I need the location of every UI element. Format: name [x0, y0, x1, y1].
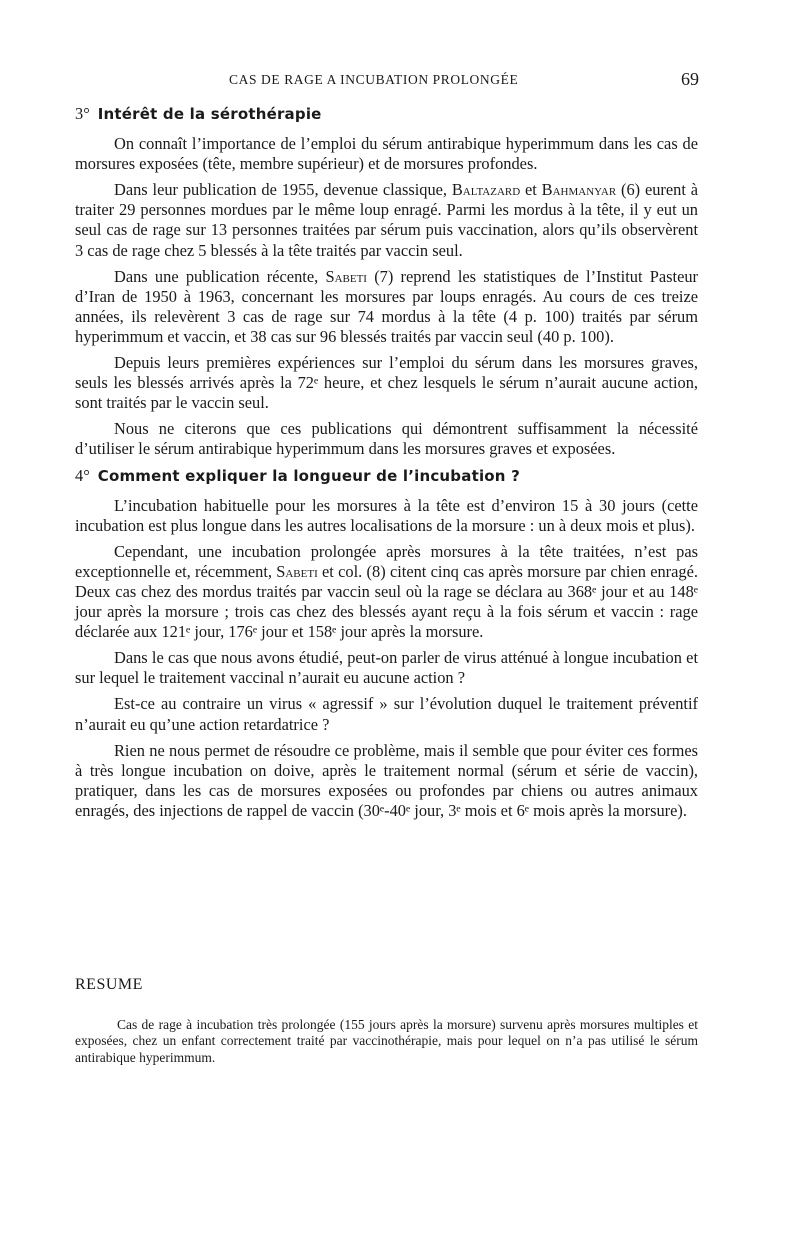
section-4-number: 4°: [75, 465, 90, 485]
paragraph-text: (6) eurent à traiter 29 personnes mordues par le même loup enragé. Parmi les mordus à la tête, il y eut un seul cas de rage sur 13 personnes traitées par sérum puis vaccination, alors qu’ils observèrent 3 cas de rage chez 5 blessés à la tête traités par vaccin seul.: [75, 180, 698, 260]
resume-text: Cas de rage à incubation très prolongée (155 jours après la morsure) survenu après morsures multiples et exposées, chez un enfant correctement traité par vaccinothérapie, mais pour lequel on n’a pas utilisé le sérum antirabique hyperimmum.: [75, 1017, 698, 1065]
section-4-paragraph-5: Rien ne nous permet de résoudre ce problème, mais il semble que pour éviter ces formes à très longue incubation on doive, après le traitement normal (sérum et série de vaccin), pratiquer, dans les cas de morsures exposées ou profondes par chiens ou autres animaux enragés, des injections de rappel de vaccin (30ᵉ-40ᵉ jour, 3ᵉ mois et 6ᵉ mois après la morsure).: [75, 740, 698, 820]
section-3-number: 3°: [75, 104, 90, 123]
section-4-title: Comment expliquer la longueur de l’incubation ?: [97, 466, 520, 485]
section-3-paragraph-3: [75, 267, 698, 347]
paragraph-text: et: [520, 180, 542, 200]
section-4-paragraph-4: Est-ce au contraire un virus « agressif » sur l’évolution duquel le traitement préventif n’aurait eu qu’une action retardatrice ?: [75, 694, 698, 734]
section-3-paragraph-4: Depuis leurs premières expériences sur l’emploi du sérum dans les morsures graves, seuls les blessés arrivés après la 72ᵉ heure, et chez lesquels le sérum n’aurait aucune action, sont traités par le vaccin seul.: [75, 353, 698, 413]
section-4-heading: [75, 466, 698, 486]
running-header: [0, 69, 800, 94]
section-3-title: Intérêt de la sérothérapie: [97, 105, 322, 123]
body-text: [75, 104, 698, 827]
section-4-paragraph-3: Dans le cas que nous avons étudié, peut-on parler de virus atténué à longue incubation et sur lequel le traitement vaccinal n’aurait eu aucune action ?: [75, 648, 698, 688]
section-3-paragraph-5: Nous ne citerons que ces publications qui démontrent suffisamment la nécessité d’utiliser le sérum antirabique hyperimmum dans les morsures graves et exposées.: [75, 419, 698, 459]
author-name: Sabeti: [276, 561, 318, 581]
section-3-paragraph-1: On connaît l’importance de l’emploi du sérum antirabique hyperimmum dans les cas de morsures exposées (tête, membre supérieur) et de morsures profondes.: [75, 134, 698, 174]
paragraph-text: (7) reprend les statistiques de l’Institut Pasteur d’Iran de 1950 à 1963, concernant les morsures par loups enragés. Au cours de ces treize années, ils relevèrent 3 cas de rage sur 74 mordus à la tête (4 p. 100) traités par sérum hyperimmum et vaccin, et 38 cas sur 96 blessés traités par vaccin seul (40 p. 100).: [75, 266, 699, 346]
section-3-paragraph-2: [75, 180, 698, 260]
section-3-heading: [75, 104, 698, 124]
author-name: Bahmanyar: [541, 180, 617, 200]
section-4-paragraph-1: L’incubation habituelle pour les morsures à la tête est d’environ 15 à 30 jours (cette incubation est plus longue dans les autres localisations de la morsure : un à deux mois et plus).: [75, 495, 698, 535]
section-4-paragraph-2: [75, 542, 698, 642]
running-title: CAS DE RAGE A INCUBATION PROLONGÉE: [229, 72, 519, 87]
author-name: Sabeti: [325, 266, 367, 286]
paragraph-text: Cependant, une incubation prolongée après morsures à la tête traitées, n’est pas exceptionnelle et, récemment,: [75, 541, 698, 581]
paragraph-text: Dans leur publication de 1955, devenue classique,: [114, 180, 452, 200]
paragraph-text: et col. (8) citent cinq cas après morsure par chien enragé. Deux cas chez des mordus traités par vaccin seul où la rage se déclara au 368ᵉ jour et au 148ᵉ jour après la morsure ; trois cas chez des blessés ayant reçu à la fois sérum et vaccin : rage déclarée aux 121ᵉ jour, 176ᵉ jour et 158ᵉ jour après la morsure.: [75, 561, 698, 642]
author-name: Baltazard: [451, 180, 521, 200]
resume-heading: RESUME: [75, 976, 143, 993]
page-number: 69: [681, 69, 699, 89]
paragraph-text: Dans une publication récente,: [114, 266, 326, 286]
